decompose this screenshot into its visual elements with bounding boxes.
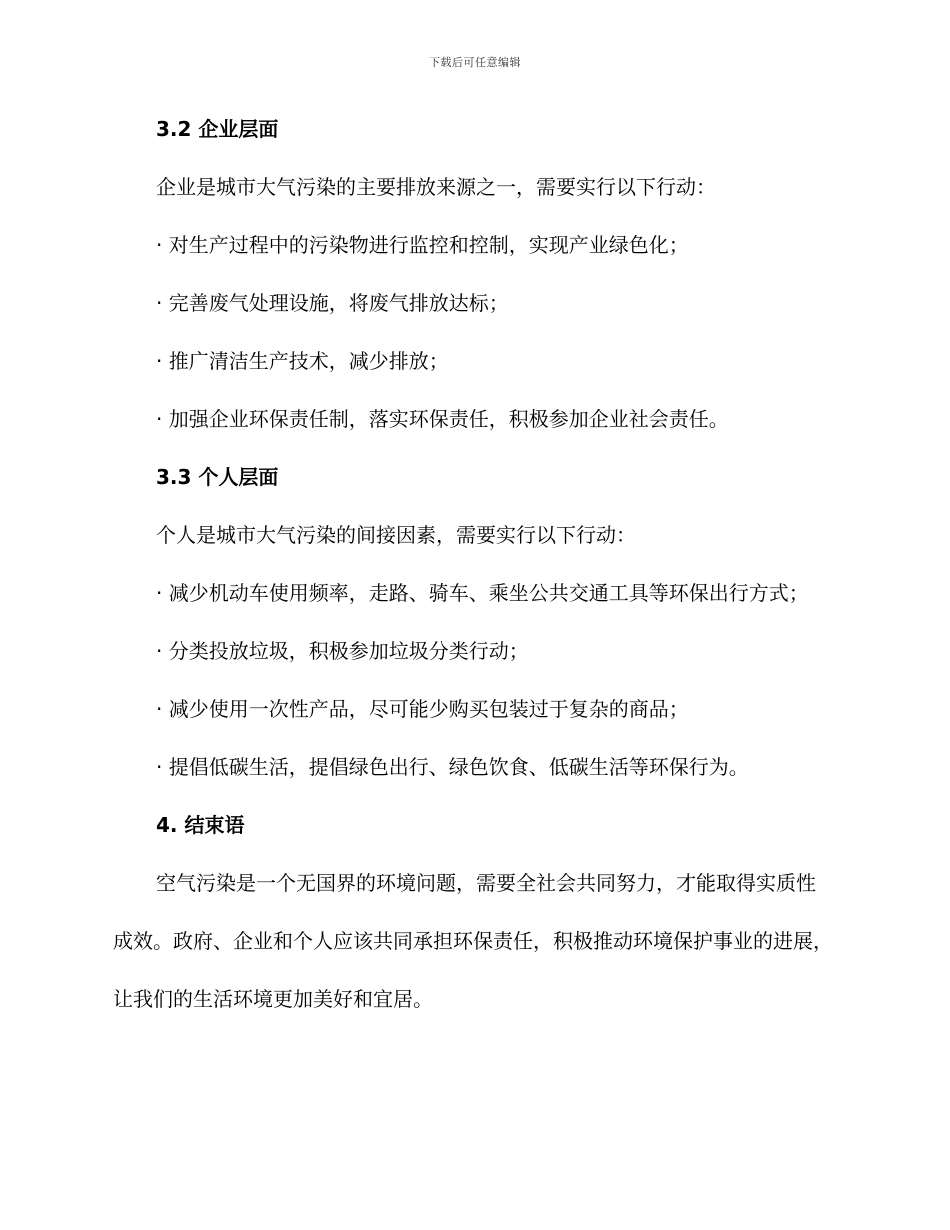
bullet-item: · 减少使用一次性产品，尽可能少购买包装过于复杂的商品；: [156, 697, 689, 721]
header-note: 下载后可任意编辑: [429, 56, 521, 69]
section-heading-3-2: 3.2 企业层面: [156, 117, 279, 141]
bullet-item: · 减少机动车使用频率，走路、骑车、乘坐公共交通工具等环保出行方式；: [156, 581, 809, 605]
section-heading-4: 4. 结束语: [156, 813, 245, 837]
conclusion-paragraph: 空气污染是一个无国界的环境问题，需要全社会共同努力，才能取得实质性成效。政府、企业和个人应该共同承担环保责任，积极推动环境保护事业的进展，让我们的生活环境更加美好和宜居。: [113, 871, 833, 1011]
section-intro-3-2: 企业是城市大气污染的主要排放来源之一，需要实行以下行动：: [156, 175, 716, 199]
bullet-item: · 完善废气处理设施，将废气排放达标；: [156, 291, 509, 315]
bullet-item: · 对生产过程中的污染物进行监控和控制，实现产业绿色化；: [156, 233, 689, 257]
section-heading-3-3: 3.3 个人层面: [156, 465, 279, 489]
bullet-item: · 加强企业环保责任制，落实环保责任，积极参加企业社会责任。: [156, 407, 729, 431]
section-intro-3-3: 个人是城市大气污染的间接因素，需要实行以下行动：: [156, 523, 636, 547]
bullet-item: · 分类投放垃圾，积极参加垃圾分类行动；: [156, 639, 529, 663]
bullet-item: · 提倡低碳生活，提倡绿色出行、绿色饮食、低碳生活等环保行为。: [156, 755, 749, 779]
bullet-item: · 推广清洁生产技术，减少排放；: [156, 349, 449, 373]
document-content: [113, 100, 835, 1028]
